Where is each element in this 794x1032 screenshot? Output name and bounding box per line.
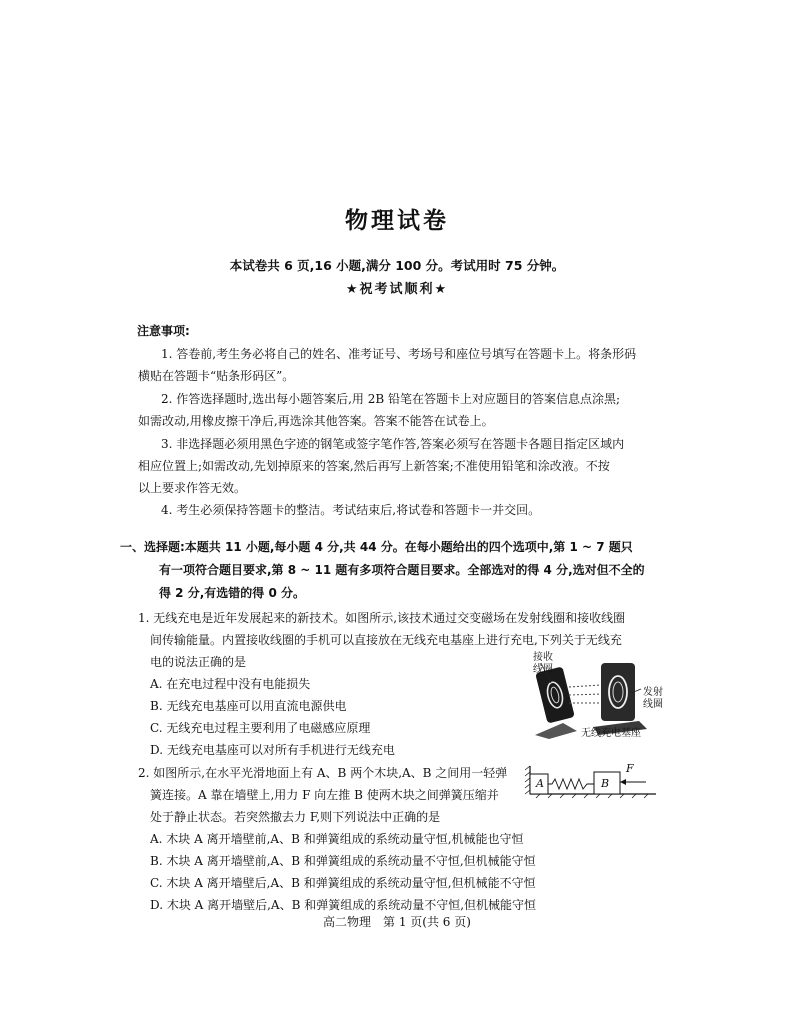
exam-info: 本试卷共 6 页,16 小题,满分 100 分。考试用时 75 分钟。	[229, 258, 565, 273]
spring-blocks-figure	[524, 760, 658, 800]
question-2-stem: 处于静止状态。若突然撤去力 F,则下列说法中正确的是	[150, 810, 441, 824]
question-1-stem: 1. 无线充电是近年发展起来的新技术。如图所示,该技术通过交变磁场在发射线圈和接收线圈	[138, 611, 626, 625]
notice-line: 3. 非选择题必须用黑色字迹的钢笔或签字笔作答,答案必须写在答题卡各题目指定区域内	[161, 437, 625, 451]
question-1-option-c: C. 无线充电过程主要利用了电磁感应原理	[150, 721, 371, 735]
question-1-option-d: D. 无线充电基座可以对所有手机进行无线充电	[150, 743, 395, 757]
question-1-stem: 电的说法正确的是	[150, 655, 247, 669]
question-2-stem: 2. 如图所示,在水平光滑地面上有 A、B 两个木块,A、B 之间用一轻弹	[138, 766, 508, 780]
spring-blocks-illustration	[524, 760, 658, 800]
notice-line: 横贴在答题卡“贴条形码区”。	[138, 369, 295, 383]
notice-heading: 注意事项:	[137, 324, 190, 338]
section-heading: 得 2 分,有选错的得 0 分。	[159, 586, 305, 600]
question-2-option-b: B. 木块 A 离开墙壁前,A、B 和弹簧组成的系统动量不守恒,但机械能守恒	[150, 854, 536, 868]
notice-line: 以上要求作答无效。	[138, 481, 247, 495]
question-2-option-a: A. 木块 A 离开墙壁前,A、B 和弹簧组成的系统动量守恒,机械能也守恒	[150, 832, 524, 846]
notice-line: 1. 答卷前,考生务必将自己的姓名、准考证号、考场号和座位号填写在答题卡上。将条形码	[161, 347, 637, 361]
notice-line: 相应位置上;如需改动,先划掉原来的答案,然后再写上新答案;不准使用铅笔和涂改液。不按	[138, 459, 610, 473]
question-1-stem: 间传输能量。内置接收线圈的手机可以直接放在无线充电基座上进行充电,下列关于无线充	[150, 633, 622, 647]
question-2-option-c: C. 木块 A 离开墙壁后,A、B 和弹簧组成的系统动量守恒,但机械能不守恒	[150, 876, 536, 890]
notice-line: 2. 作答选择题时,选出每小题答案后,用 2B 铅笔在答题卡上对应题目的答案信息点涂黑;	[161, 392, 621, 406]
label-transmit-coil: 发射	[643, 687, 663, 698]
question-2-stem: 簧连接。A 靠在墙壁上,用力 F 向左推 B 使两木块之间弹簧压缩并	[150, 788, 499, 802]
block-a-label: A	[536, 777, 544, 790]
notice-line: 4. 考生必须保持答题卡的整洁。考试结束后,将试卷和答题卡一并交回。	[161, 503, 541, 517]
notice-line: 如需改动,用橡皮擦干净后,再选涂其他答案。答案不能答在试卷上。	[138, 414, 494, 428]
section-heading: 有一项符合题目要求,第 8 ~ 11 题有多项符合题目要求。全部选对的得 4 分,选对但不全的	[159, 563, 645, 577]
label-receive-coil: 接收	[533, 652, 553, 663]
question-1-option-b: B. 无线充电基座可以用直流电源供电	[150, 699, 347, 713]
section-heading: 一、选择题:本题共 11 小题,每小题 4 分,共 44 分。在每小题给出的四个选项中,第 1 ~ 7 题只	[120, 540, 633, 554]
question-2-option-d: D. 木块 A 离开墙壁后,A、B 和弹簧组成的系统动量不守恒,但机械能守恒	[150, 898, 537, 912]
question-1-option-a: A. 在充电过程中没有电能损失	[150, 677, 311, 691]
page-footer: 高二物理 第 1 页(共 6 页)	[323, 915, 471, 929]
figure-caption: 无线充电基座	[581, 728, 641, 739]
label-receive-coil: 线圈	[533, 664, 553, 675]
block-b-label: B	[601, 777, 610, 790]
label-transmit-coil: 线圈	[643, 699, 663, 710]
page-title: 物理试卷	[345, 208, 449, 234]
spring	[548, 779, 594, 789]
blessing: ★祝考试顺利★	[345, 282, 449, 297]
force-label: F	[626, 762, 634, 775]
